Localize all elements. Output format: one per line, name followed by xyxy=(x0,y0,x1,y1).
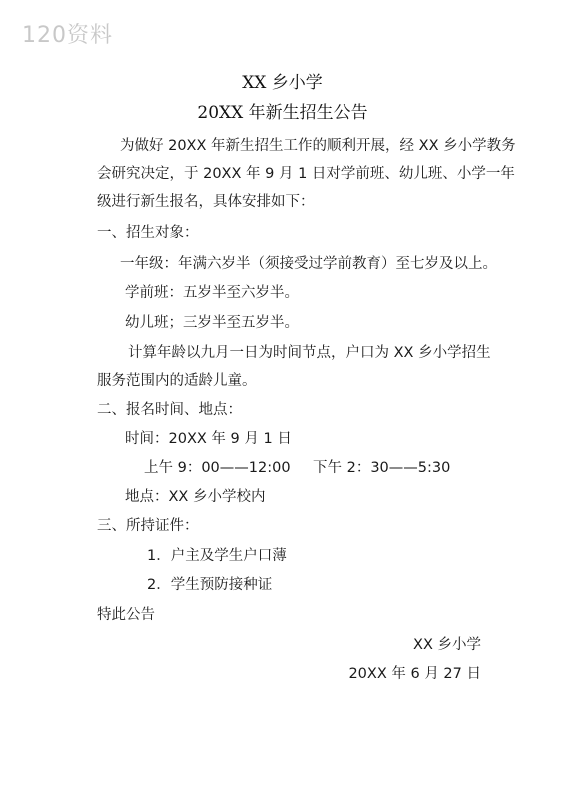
section1-item-preschool: 学前班：五岁半至六岁半。 xyxy=(125,285,299,301)
signature: XX 乡小学 xyxy=(413,637,481,653)
section1-item-kindergarten: 幼儿班；三岁半至五岁半。 xyxy=(125,315,299,331)
watermark-text: 120资料 xyxy=(22,23,113,48)
intro-line-2: 会研究决定，于 20XX 年 9 月 1 日对学前班、幼儿班、小学一年 xyxy=(97,166,515,182)
section2-place: 地点：XX 乡小学校内 xyxy=(125,489,266,505)
intro-line-3: 级进行新生报名，具体安排如下： xyxy=(97,194,315,210)
section2-afternoon: 下午 2：30——5:30 xyxy=(313,460,451,476)
section2-heading: 二、报名时间、地点： xyxy=(97,402,242,418)
section2-time: 时间：20XX 年 9 月 1 日 xyxy=(125,431,292,447)
notice-date: 20XX 年 6 月 27 日 xyxy=(348,666,481,682)
section1-heading: 一、招生对象： xyxy=(97,225,199,241)
document-title: XX 乡小学 xyxy=(242,73,323,93)
document-subtitle: 20XX 年新生招生公告 xyxy=(197,103,368,123)
closing-text: 特此公告 xyxy=(97,607,155,623)
section3-heading: 三、所持证件： xyxy=(97,518,199,534)
intro-line-1: 为做好 20XX 年新生招生工作的顺利开展，经 XX 乡小学教务 xyxy=(120,138,516,154)
section2-morning: 上午 9：00——12:00 xyxy=(144,460,291,476)
section3-item-vaccination-card: 2．学生预防接种证 xyxy=(147,577,273,593)
section1-note-line-1: 计算年龄以九月一日为时间节点，户口为 XX 乡小学招生 xyxy=(128,345,491,361)
section1-item-grade1: 一年级：年满六岁半（须接受过学前教育）至七岁及以上。 xyxy=(120,256,497,272)
section3-item-household-register: 1．户主及学生户口薄 xyxy=(147,548,287,564)
section1-note-line-2: 服务范围内的适龄儿童。 xyxy=(97,373,257,389)
